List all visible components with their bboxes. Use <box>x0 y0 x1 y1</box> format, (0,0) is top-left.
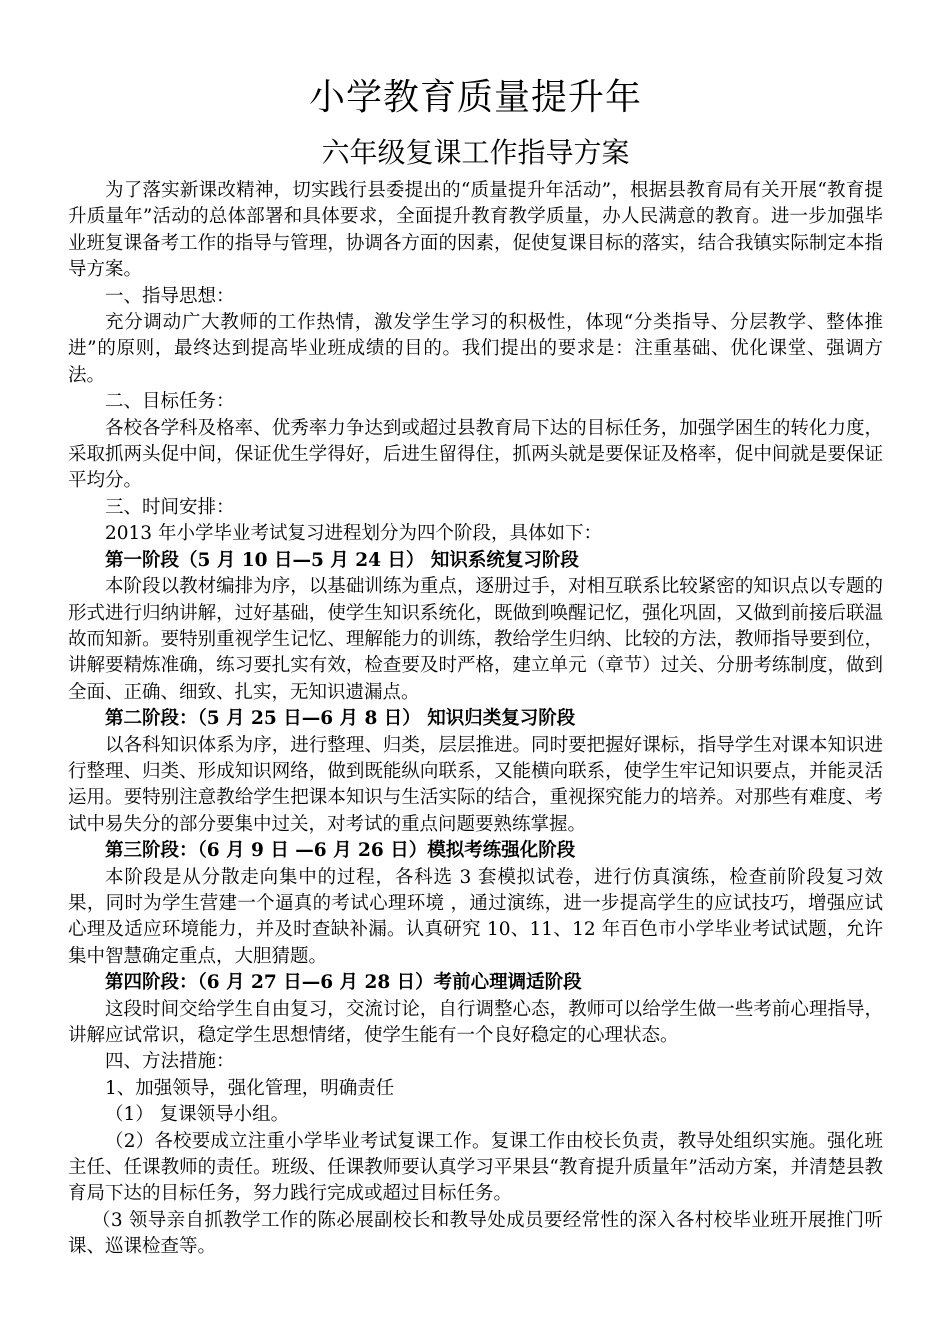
stage-3-body: 本阶段是从分散走向集中的过程，各科选 3 套模拟试卷，进行仿真演练，检查前阶段复习效果，同时为学生营建一个逼真的考试心理环境 ，通过演练，进一步提高学生的应试技巧，增强应试心理及适应环境能力，并及时查缺补漏。认真研究 10、11、12 年百色市小学毕业考试试题，允许集中智慧确定重点，大胆猜题。 <box>68 866 883 967</box>
section-heading-schedule: 三、时间安排： <box>105 496 235 518</box>
document-title: 小学教育质量提升年 <box>308 77 642 118</box>
section-heading-guiding-ideology: 一、指导思想： <box>105 285 235 307</box>
section-heading-goals: 二、目标任务： <box>105 391 235 413</box>
section-body-schedule-intro: 2013 年小学毕业考试复习进程划分为四个阶段，具体如下： <box>105 523 602 545</box>
stage-4-body: 这段时间交给学生自由复习，交流讨论，自行调整心态，教师可以给学生做一些考前心理指导，讲解应试常识，稳定学生思想情绪，使学生能有一个良好稳定的心理状态。 <box>68 998 883 1046</box>
stage-2-heading: 第二阶段：（5 月 25 日—6 月 8 日） 知识归类复习阶段 <box>105 708 576 730</box>
stage-1-heading: 第一阶段（5 月 10 日—5 月 24 日） 知识系统复习阶段 <box>105 549 579 571</box>
section-heading-measures: 四、方法措施： <box>105 1051 235 1073</box>
stage-3-heading: 第三阶段：（6 月 9 日 —6 月 26 日）模拟考练强化阶段 <box>105 840 576 862</box>
section-body-goals: 各校各学科及格率、优秀率力争达到或超过县教育局下达的目标任务，加强学困生的转化力度，采取抓两头促中间，保证优生学得好，后进生留得住，抓两头就是要保证及格率，促中间就是要保证平均分。 <box>68 417 883 492</box>
measure-1-heading: 1、加强领导，强化管理，明确责任 <box>105 1077 395 1099</box>
stage-2-body: 以各科知识体系为序，进行整理、归类，层层推进。同时要把握好课标，指导学生对课本知识进行整理、归类、形成知识网络，做到既能纵向联系，又能横向联系，使学生牢记知识要点，并能灵活运用。要特别注意教给学生把课本知识与生活实际的结合，重视探究能力的培养。对那些有难度、考试中易失分的部分要集中过关，对考试的重点问题要熟练掌握。 <box>68 734 883 835</box>
stage-1-body: 本阶段以教材编排为序，以基础训练为重点，逐册过手，对相互联系比较紧密的知识点以专题的形式进行归纳讲解，过好基础，使学生知识系统化，既做到唤醒记忆，强化巩固，又做到前接后联温故而知新。要特别重视学生记忆、理解能力的训练，教给学生归纳、比较的方法，教师指导要到位，讲解要精炼准确，练习要扎实有效，检查要及时严格，建立单元（章节）过关、分册考练制度，做到全面、正确、细致、扎实，无知识遗漏点。 <box>68 576 883 703</box>
measure-1-item-1: （1） 复课领导小组。 <box>105 1104 290 1126</box>
intro-paragraph: 为了落实新课改精神，切实践行县委提出的“质量提升年活动”，根据县教育局有关开展“教育提升质量年”活动的总体部署和具体要求，全面提升教育教学质量，办人民满意的教育。进一步加强毕业班复课备考工作的指导与管理，协调各方面的因素，促使复课目标的落实，结合我镇实际制定本指导方案。 <box>68 180 883 281</box>
measure-1-item-2: （2）各校要成立注重小学毕业考试复课工作。复课工作由校长负责，教导处组织实施。强化班主任、任课教师的责任。班级、任课教师要认真学习平果县“教育提升质量年”活动方案，并清楚县教育局下达的目标任务，努力践行完成或超过目标任务。 <box>68 1130 883 1205</box>
document-page <box>68 72 883 1261</box>
section-body-guiding-ideology: 充分调动广大教师的工作热情，激发学生学习的积极性，体现“分类指导、分层教学、整体推进”的原则，最终达到提高毕业班成绩的目的。我们提出的要求是：注重基础、优化课堂、强调方法。 <box>68 312 883 386</box>
document-subtitle: 六年级复课工作指导方案 <box>321 136 630 169</box>
measure-1-item-3: （3 领导亲自抓教学工作的陈必展副校长和教导处成员要经常性的深入各村校毕业班开展推门听课、巡课检查等。 <box>68 1209 883 1258</box>
stage-4-heading: 第四阶段：（6 月 27 日—6 月 28 日）考前心理调适阶段 <box>105 972 582 994</box>
